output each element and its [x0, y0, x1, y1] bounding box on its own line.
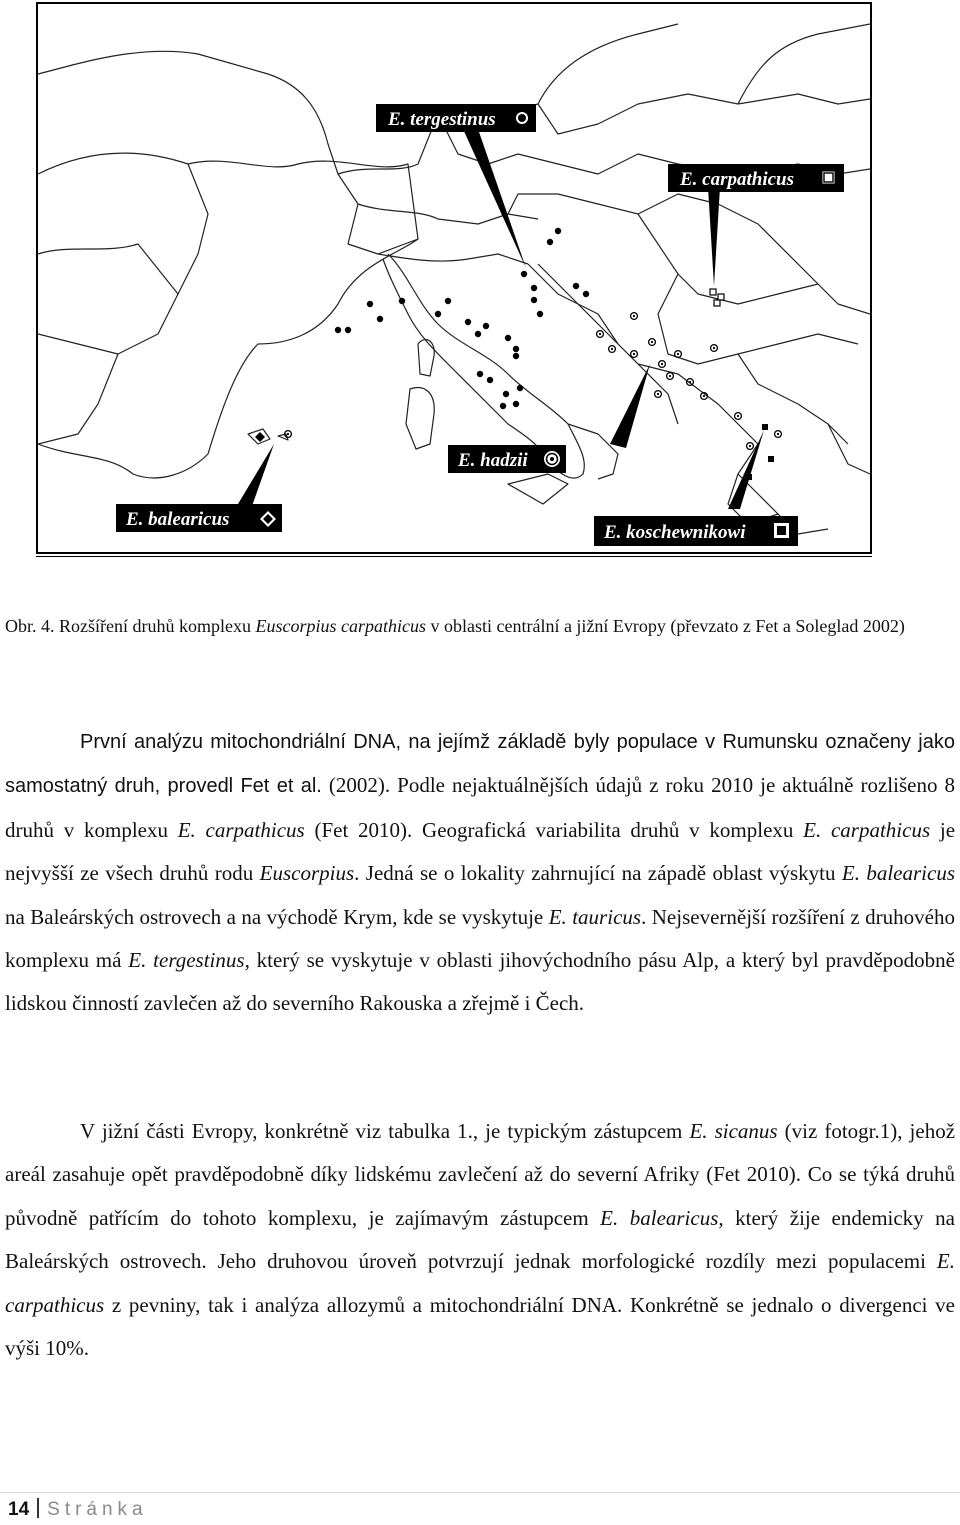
label-balearicus-text: E. balearicus [126, 509, 230, 530]
p1-text-4: je nejvyšší ze všech druhů rodu [5, 817, 956, 886]
balearicus-occurrence-diamond [255, 432, 265, 442]
label-tergestinus [376, 104, 536, 132]
p2-text-3: který žije endemicky na Baleárských ostrovech. Jeho druhovou úroveň potvrzují jednak morfologické rozdíly mezi populacemi [5, 1205, 955, 1274]
p2-species-3: E. carpathicus [5, 1249, 955, 1317]
label-koschewnikowi [594, 516, 798, 546]
footer-page-word: Stránka [47, 1499, 148, 1520]
page-number: 14 [8, 1499, 30, 1520]
p1-species-5: E. tergestinus [128, 948, 245, 973]
label-hadzii [448, 445, 566, 473]
hadzii-occurrence-dots [285, 313, 782, 450]
p1-text-5: . Jedná se o lokality zahrnující na západě oblast výskytu [354, 861, 842, 886]
paragraph-2 [5, 1110, 955, 1370]
label-carpathicus [668, 164, 844, 192]
p2-text-4: z pevniny, tak i analýza allozymů a mitochondriální DNA. Konkrétně se jednalo o divergenci ve výši 10%. [5, 1292, 955, 1361]
label-carpathicus-text: E. carpathicus [680, 169, 795, 190]
tergestinus-occurrence-dots [335, 113, 589, 409]
distribution-map [36, 2, 872, 554]
caption-suffix: v oblasti centrální a jižní Evropy (převzato z Fet a Soleglad 2002) [425, 616, 905, 636]
footer-separator [37, 1498, 39, 1518]
p1-species-4: E. tauricus [548, 904, 642, 929]
p2-species-1: E. sicanus [689, 1119, 778, 1143]
label-koschewnikowi-text: E. koschewnikowi [604, 522, 746, 543]
label-balearicus [116, 504, 282, 532]
p1-species-3: E. balearicus [841, 861, 956, 886]
hadzii-dot-centers [287, 315, 779, 447]
p1-genus: Euscorpius [259, 861, 355, 886]
p1-text-7: . Nejsevernější rozšíření z druhového komplexu má [5, 904, 955, 973]
p2-text-2: (viz fotogr.1), jehož areál zasahuje opět pravděpodobně díky lidskému zavlečení až do severní Afriky (Fet 2010). Co se týká druhů původně patřícím do tohoto komplexu, je zajímavým zástupcem [5, 1119, 956, 1230]
footer-divider [0, 1492, 960, 1493]
p1-text-3: (Fet 2010). Geografická variabilita druhů v komplexu [304, 817, 804, 842]
label-hadzii-text: E. hadzii [458, 450, 528, 471]
p1-sentence-1: První analýzu mitochondriální DNA, na jejímž základě byly populace v Rumunsku označeny jako samostatný druh, provedl Fet et al. [5, 731, 955, 798]
page-footer [8, 1497, 148, 1523]
figure-divider [36, 556, 872, 557]
paragraph-1 [5, 720, 955, 1026]
p1-species-2: E. carpathicus [803, 817, 931, 842]
p1-text-6: na Baleárských ostrovech a na východě Krym, kde se vyskytuje [5, 904, 549, 929]
p1-species-1: E. carpathicus [177, 817, 305, 842]
caption-prefix: Obr. 4. Rozšíření druhů komplexu [5, 616, 256, 636]
p2-text-1: V jižní části Evropy, konkrétně viz tabulka 1., je typickým zástupcem [80, 1119, 690, 1143]
label-tergestinus-text: E. tergestinus [388, 109, 496, 130]
p1-text-2: (2002). Podle nejaktuálnějších údajů z roku 2010 je aktuálně rozlišeno 8 druhů v komplexu [5, 773, 955, 842]
p1-text-8: , který se vyskytuje v oblasti jihovýchodního pásu Alp, a který byl pravděpodobně lidskou činností zavlečen až do severního Rakouska a zřejmě i Čech. [5, 948, 956, 1016]
p2-species-2: E. balearicus, [600, 1205, 724, 1230]
caption-species: Euscorpius carpathicus [255, 616, 426, 636]
figure-caption [5, 608, 955, 644]
